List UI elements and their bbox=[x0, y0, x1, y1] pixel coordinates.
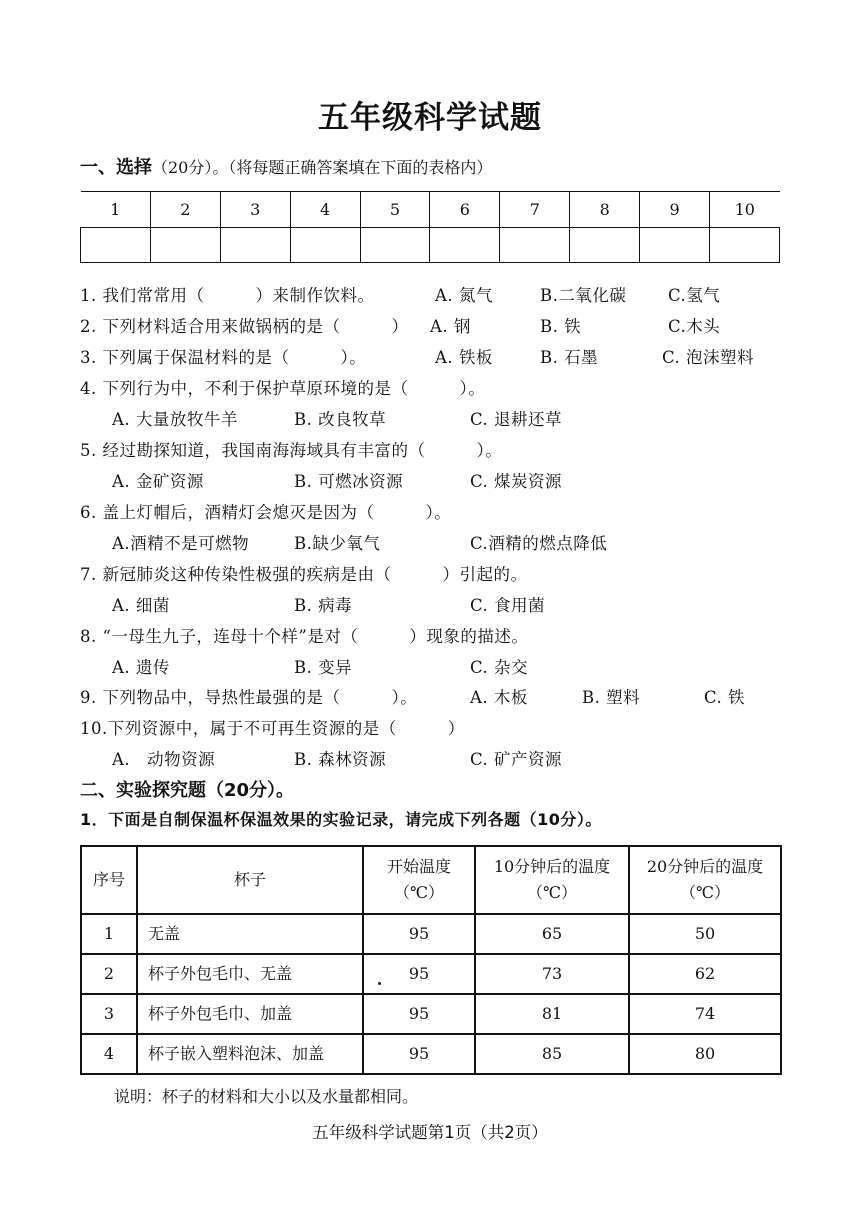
table-footnote: 说明：杯子的材料和大小以及水量都相同。 bbox=[114, 1087, 419, 1106]
header-temp-10min: 10分钟后的温度 （℃） bbox=[475, 846, 629, 914]
section2-question-1: 1．下面是自制保温杯保温效果的实验记录，请完成下列各题（10分）。 bbox=[80, 810, 602, 829]
table-row bbox=[81, 1034, 781, 1074]
question-6: 6. 盖上灯帽后，酒精灯会熄灭是因为（ ）。 bbox=[80, 503, 452, 522]
question-5-option-c: C. 煤炭资源 bbox=[470, 472, 563, 491]
row-temp-20min: 62 bbox=[629, 954, 781, 994]
question-1: 1. 我们常常用（ ）来制作饮料。 bbox=[80, 286, 375, 305]
question-8: 8. “一母生九子，连母十个样”是对（ ）现象的描述。 bbox=[80, 627, 529, 646]
question-1-option-b: B.二氧化碳 bbox=[540, 286, 627, 305]
answer-cell[interactable] bbox=[570, 227, 640, 263]
question-3-option-b: B. 石墨 bbox=[540, 348, 599, 367]
row-temp-10min: 85 bbox=[475, 1034, 629, 1074]
table-row bbox=[81, 994, 781, 1034]
answer-number: 7 bbox=[500, 192, 570, 228]
row-cup: 杯子外包毛巾、无盖 bbox=[137, 954, 363, 994]
answer-number: 3 bbox=[220, 192, 290, 228]
answer-grid-blank-row bbox=[81, 227, 780, 263]
section1-title: 一、选择 bbox=[80, 157, 152, 178]
question-7: 7. 新冠肺炎这种传染性极强的疾病是由（ ）引起的。 bbox=[80, 565, 528, 584]
section1-note: （20分）。（将每题正确答案填在下面的表格内） bbox=[152, 158, 493, 177]
question-7-option-a: A. 细菌 bbox=[112, 596, 170, 615]
question-9-option-a: A. 木板 bbox=[470, 688, 528, 707]
section1-heading bbox=[80, 153, 492, 179]
answer-number: 10 bbox=[710, 192, 780, 228]
question-2-option-b: B. 铁 bbox=[540, 317, 582, 336]
page-title: 五年级科学试题 bbox=[318, 100, 542, 136]
question-10-option-a: A. 动物资源 bbox=[112, 750, 216, 769]
question-9: 9. 下列物品中，导热性最强的是（ ）。 bbox=[80, 688, 418, 707]
question-6-option-c: C.酒精的燃点降低 bbox=[470, 534, 608, 553]
row-cup: 杯子外包毛巾、加盖 bbox=[137, 994, 363, 1034]
header-cup: 杯子 bbox=[137, 846, 363, 914]
question-7-option-b: B. 病毒 bbox=[294, 596, 353, 615]
row-temp-20min: 50 bbox=[629, 914, 781, 954]
question-2-option-c: C.木头 bbox=[668, 317, 721, 336]
answer-cell[interactable] bbox=[500, 227, 570, 263]
question-10-option-b: B. 森林资源 bbox=[294, 750, 387, 769]
row-temp-20min: 80 bbox=[629, 1034, 781, 1074]
question-6-option-b: B.缺少氧气 bbox=[294, 534, 381, 553]
question-8-option-c: C. 杂交 bbox=[470, 658, 529, 677]
answer-cell[interactable] bbox=[290, 227, 360, 263]
question-4-option-a: A. 大量放牧牛羊 bbox=[112, 410, 238, 429]
row-start-temp: 95 bbox=[363, 914, 475, 954]
answer-cell[interactable] bbox=[640, 227, 710, 263]
answer-cell[interactable] bbox=[710, 227, 780, 263]
row-index: 1 bbox=[81, 914, 137, 954]
answer-number: 1 bbox=[81, 192, 151, 228]
question-10: 10.下列资源中，属于不可再生资源的是（ ） bbox=[80, 719, 465, 738]
question-6-option-a: A.酒精不是可燃物 bbox=[112, 534, 250, 553]
answer-number: 2 bbox=[150, 192, 220, 228]
question-5-option-b: B. 可燃冰资源 bbox=[294, 472, 404, 491]
stray-mark bbox=[378, 982, 381, 985]
header-index: 序号 bbox=[81, 846, 137, 914]
question-2-option-a: A. 钢 bbox=[430, 317, 471, 336]
question-3-option-a: A. 铁板 bbox=[435, 348, 493, 367]
answer-cell[interactable] bbox=[220, 227, 290, 263]
row-index: 4 bbox=[81, 1034, 137, 1074]
header-temp-20min: 20分钟后的温度 （℃） bbox=[629, 846, 781, 914]
question-4-option-c: C. 退耕还草 bbox=[470, 410, 563, 429]
answer-cell[interactable] bbox=[430, 227, 500, 263]
row-temp-10min: 81 bbox=[475, 994, 629, 1034]
answer-cell[interactable] bbox=[81, 227, 151, 263]
table-row bbox=[81, 954, 781, 994]
header-start-temp: 开始温度 （℃） bbox=[363, 846, 475, 914]
experiment-table-header bbox=[81, 846, 781, 914]
answer-number: 8 bbox=[570, 192, 640, 228]
answer-number: 6 bbox=[430, 192, 500, 228]
question-1-option-a: A. 氮气 bbox=[435, 286, 493, 305]
question-2: 2. 下列材料适合用来做锅柄的是（ ） bbox=[80, 317, 409, 336]
question-3-option-c: C. 泡沫塑料 bbox=[662, 348, 755, 367]
row-temp-10min: 73 bbox=[475, 954, 629, 994]
answer-number: 5 bbox=[360, 192, 430, 228]
row-temp-10min: 65 bbox=[475, 914, 629, 954]
row-index: 3 bbox=[81, 994, 137, 1034]
question-5: 5. 经过勘探知道，我国南海海域具有丰富的（ ）。 bbox=[80, 441, 503, 460]
row-cup: 杯子嵌入塑料泡沫、加盖 bbox=[137, 1034, 363, 1074]
question-8-option-b: B. 变异 bbox=[294, 658, 353, 677]
row-start-temp: 95 bbox=[363, 1034, 475, 1074]
section2-heading: 二、实验探究题（20分）。 bbox=[80, 780, 295, 801]
question-8-option-a: A. 遗传 bbox=[112, 658, 170, 677]
experiment-table bbox=[80, 845, 782, 1075]
answer-number: 9 bbox=[640, 192, 710, 228]
row-cup: 无盖 bbox=[137, 914, 363, 954]
answer-cell[interactable] bbox=[150, 227, 220, 263]
row-temp-20min: 74 bbox=[629, 994, 781, 1034]
question-3: 3. 下列属于保温材料的是（ ）。 bbox=[80, 348, 367, 367]
row-start-temp: 95 bbox=[363, 994, 475, 1034]
question-7-option-c: C. 食用菌 bbox=[470, 596, 546, 615]
row-index: 2 bbox=[81, 954, 137, 994]
table-row bbox=[81, 914, 781, 954]
answer-number: 4 bbox=[290, 192, 360, 228]
question-4: 4. 下列行为中，不利于保护草原环境的是（ ）。 bbox=[80, 379, 486, 398]
page-footer: 五年级科学试题第1页（共2页） bbox=[312, 1123, 548, 1142]
question-9-option-c: C. 铁 bbox=[704, 688, 746, 707]
row-start-temp: 95 bbox=[363, 954, 475, 994]
answer-grid bbox=[80, 191, 780, 263]
question-10-option-c: C. 矿产资源 bbox=[470, 750, 563, 769]
question-9-option-b: B. 塑料 bbox=[582, 688, 641, 707]
answer-cell[interactable] bbox=[360, 227, 430, 263]
question-4-option-b: B. 改良牧草 bbox=[294, 410, 387, 429]
answer-grid-number-row bbox=[81, 192, 780, 228]
question-1-option-c: C.氢气 bbox=[668, 286, 721, 305]
question-5-option-a: A. 金矿资源 bbox=[112, 472, 204, 491]
